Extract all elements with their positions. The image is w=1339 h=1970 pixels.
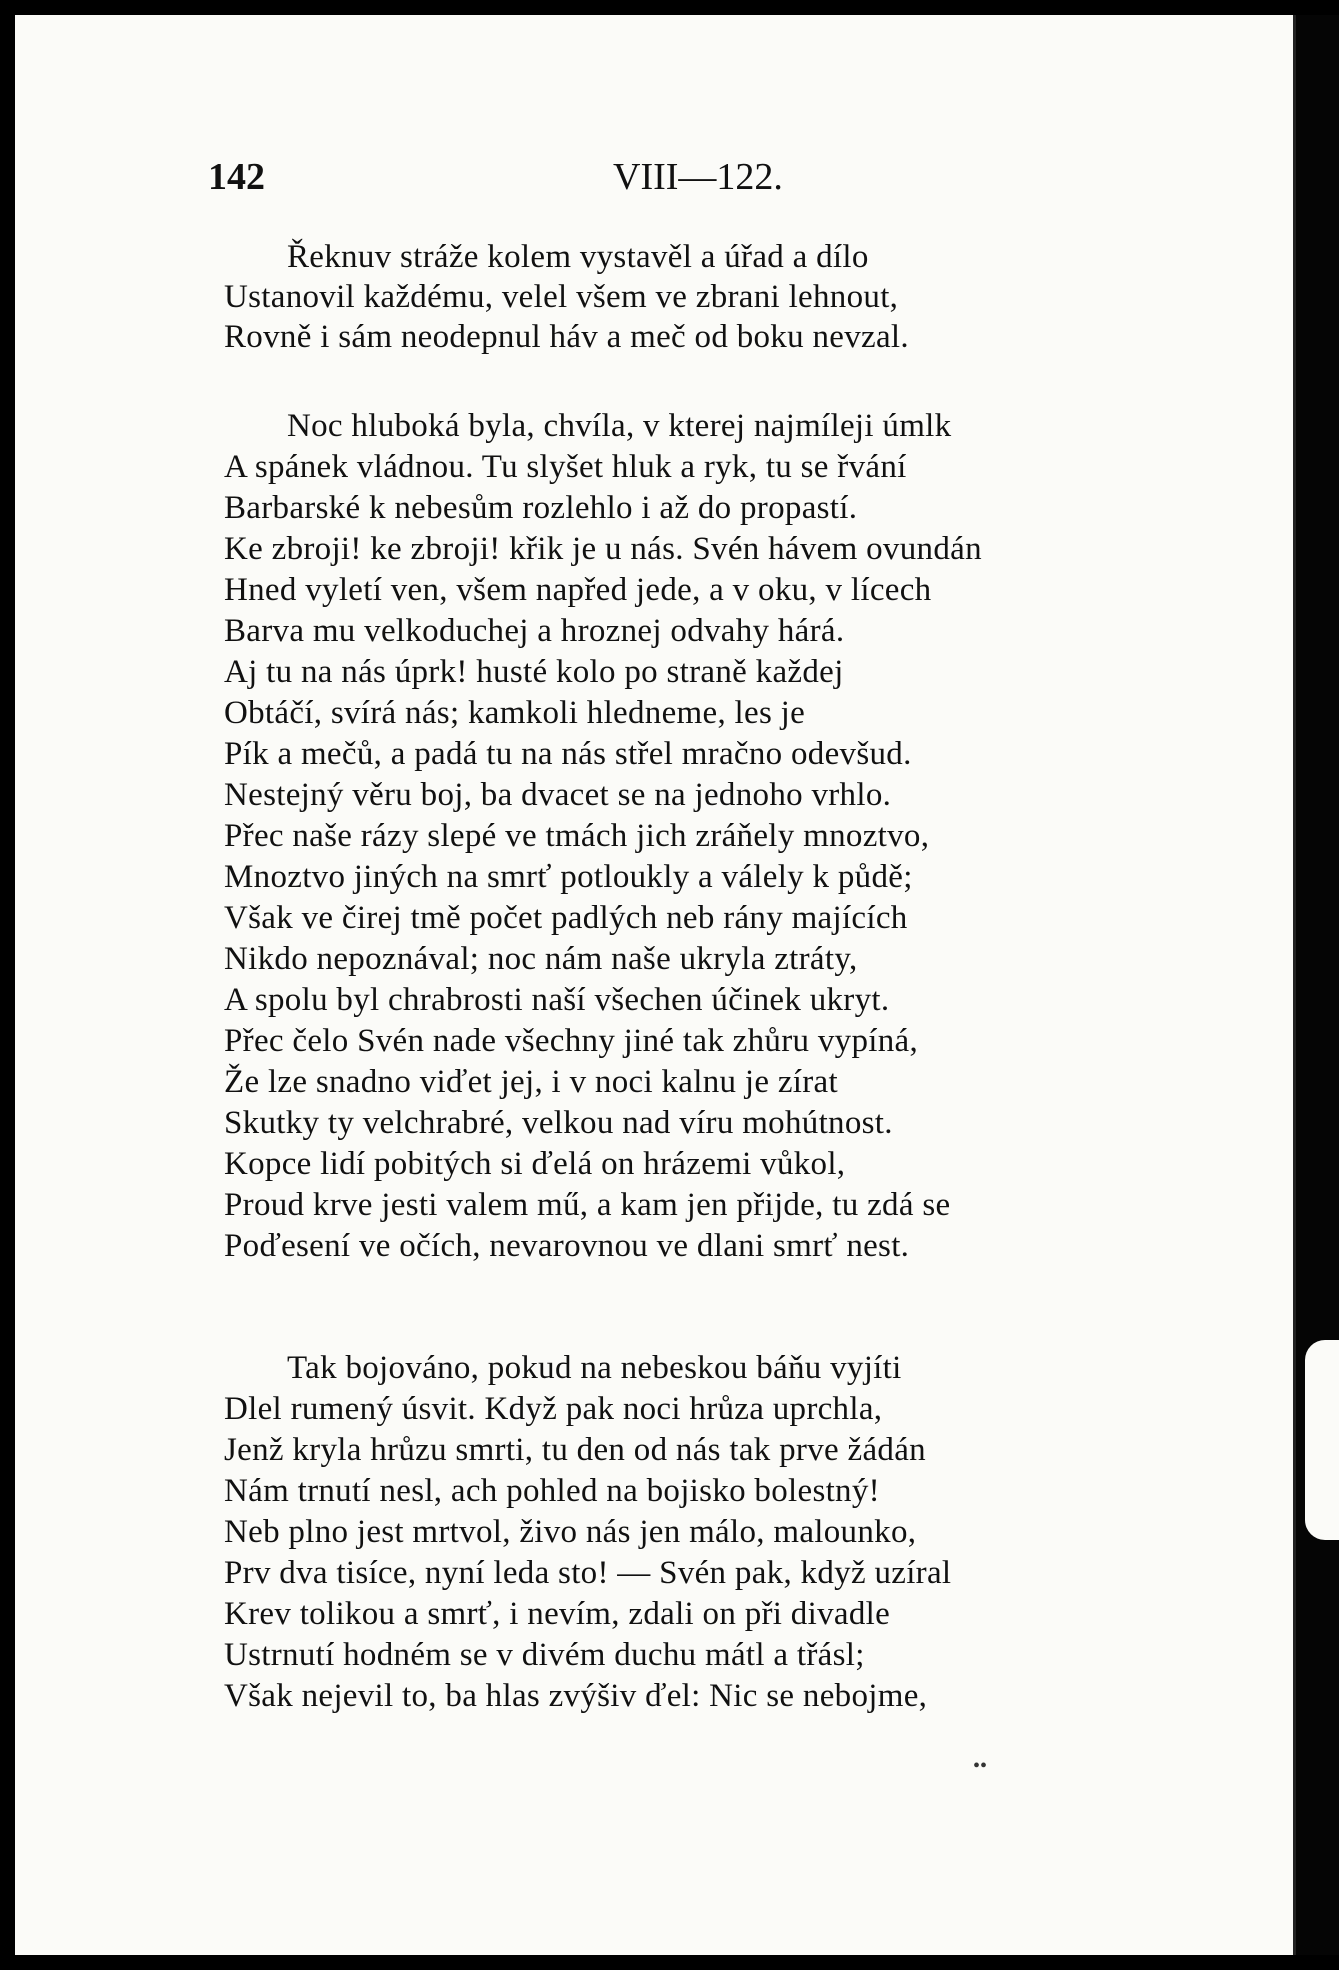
verse-line: Nám trnutí nesl, ach pohled na bojisko bolestný! xyxy=(224,1473,880,1509)
verse-line: Mnoztvo jiných na smrť potloukly a válely k půdě; xyxy=(224,859,913,895)
verse-line: Však ve čirej tmě počet padlých neb rány majících xyxy=(224,900,908,936)
verse-line: Noc hluboká byla, chvíla, v kterej najmíleji úmlk xyxy=(287,408,952,444)
verse-line: A spánek vládnou. Tu slyšet hluk a ryk, tu se řvání xyxy=(224,449,907,485)
verse-line: Tak bojováno, pokud na nebeskou báňu vyjíti xyxy=(287,1350,902,1386)
verse-line: Krev tolikou a smrť, i nevím, zdali on při divadle xyxy=(224,1596,891,1632)
verse-line: Obtáčí, svírá nás; kamkoli hledneme, les je xyxy=(224,695,806,731)
verse-line: Pík a mečů, a padá tu na nás střel mračno odevšud. xyxy=(224,736,912,772)
page-header xyxy=(15,155,1293,198)
verse-line: Dlel rumený úsvit. Když pak noci hrůza uprchla, xyxy=(224,1391,883,1427)
verse-line: Barva mu velkoduchej a hroznej odvahy hárá. xyxy=(224,613,845,649)
verse-line: Barbarské k nebesům rozlehlo i až do propastí. xyxy=(224,490,858,526)
verse-line: Jenž kryla hrůzu smrti, tu den od nás tak prve žádán xyxy=(224,1432,926,1468)
verse-line: Ustanovil každému, velel všem ve zbrani lehnout, xyxy=(224,279,899,315)
verse-line: Však nejevil to, ba hlas zvýšiv ďel: Nic se nebojme, xyxy=(224,1678,928,1714)
verse-line: Aj tu na nás úprk! husté kolo po straně každej xyxy=(224,654,844,690)
book-page xyxy=(15,15,1293,1955)
verse-line: Proud krve jesti valem mű, a kam jen přijde, tu zdá se xyxy=(224,1187,951,1223)
verse-line: Nestejný věru boj, ba dvacet se na jednoho vrhlo. xyxy=(224,777,892,813)
verse-line: Neb plno jest mrtvol, živo nás jen málo, malounko, xyxy=(224,1514,917,1550)
page-notch xyxy=(1305,1340,1339,1540)
verse-line: Prv dva tisíce, nyní leda sto! — Svén pak, když uzíral xyxy=(224,1555,952,1591)
footer-mark: •• xyxy=(973,1755,988,1777)
verse-line: Přec naše rázy slepé ve tmách jich zráňely mnoztvo, xyxy=(224,818,930,854)
page-number: 142 xyxy=(208,156,265,198)
verse-line: Přec čelo Svén nade všechny jiné tak zhůru vypíná, xyxy=(224,1023,919,1059)
verse-line: Poďesení ve očích, nevarovnou ve dlani smrť nest. xyxy=(224,1228,910,1264)
verse-line: Nikdo nepoznával; noc nám naše ukryla ztráty, xyxy=(224,941,858,977)
signature-mark: VIII—122. xyxy=(613,156,783,198)
verse-line: A spolu byl chrabrosti naší všechen účinek ukryt. xyxy=(224,982,890,1018)
verse-line: Kopce lidí pobitých si ďelá on hrázemi vůkol, xyxy=(224,1146,846,1182)
verse-line: Že lze snadno viďet jej, i v noci kalnu je zírat xyxy=(224,1064,838,1100)
scan-border xyxy=(1296,15,1339,1955)
verse-line: Skutky ty velchrabré, velkou nad víru mohútnost. xyxy=(224,1105,893,1141)
verse-line: Ke zbroji! ke zbroji! křik je u nás. Svén hávem ovundán xyxy=(224,531,982,567)
verse-line: Ustrnutí hodném se v divém duchu mátl a třásl; xyxy=(224,1637,865,1673)
verse-line: Řeknuv stráže kolem vystavěl a úřad a dílo xyxy=(287,239,869,275)
verse-line: Rovně i sám neodepnul háv a meč od boku nevzal. xyxy=(224,319,909,355)
verse-line: Hned vyletí ven, všem napřed jede, a v oku, v lícech xyxy=(224,572,932,608)
